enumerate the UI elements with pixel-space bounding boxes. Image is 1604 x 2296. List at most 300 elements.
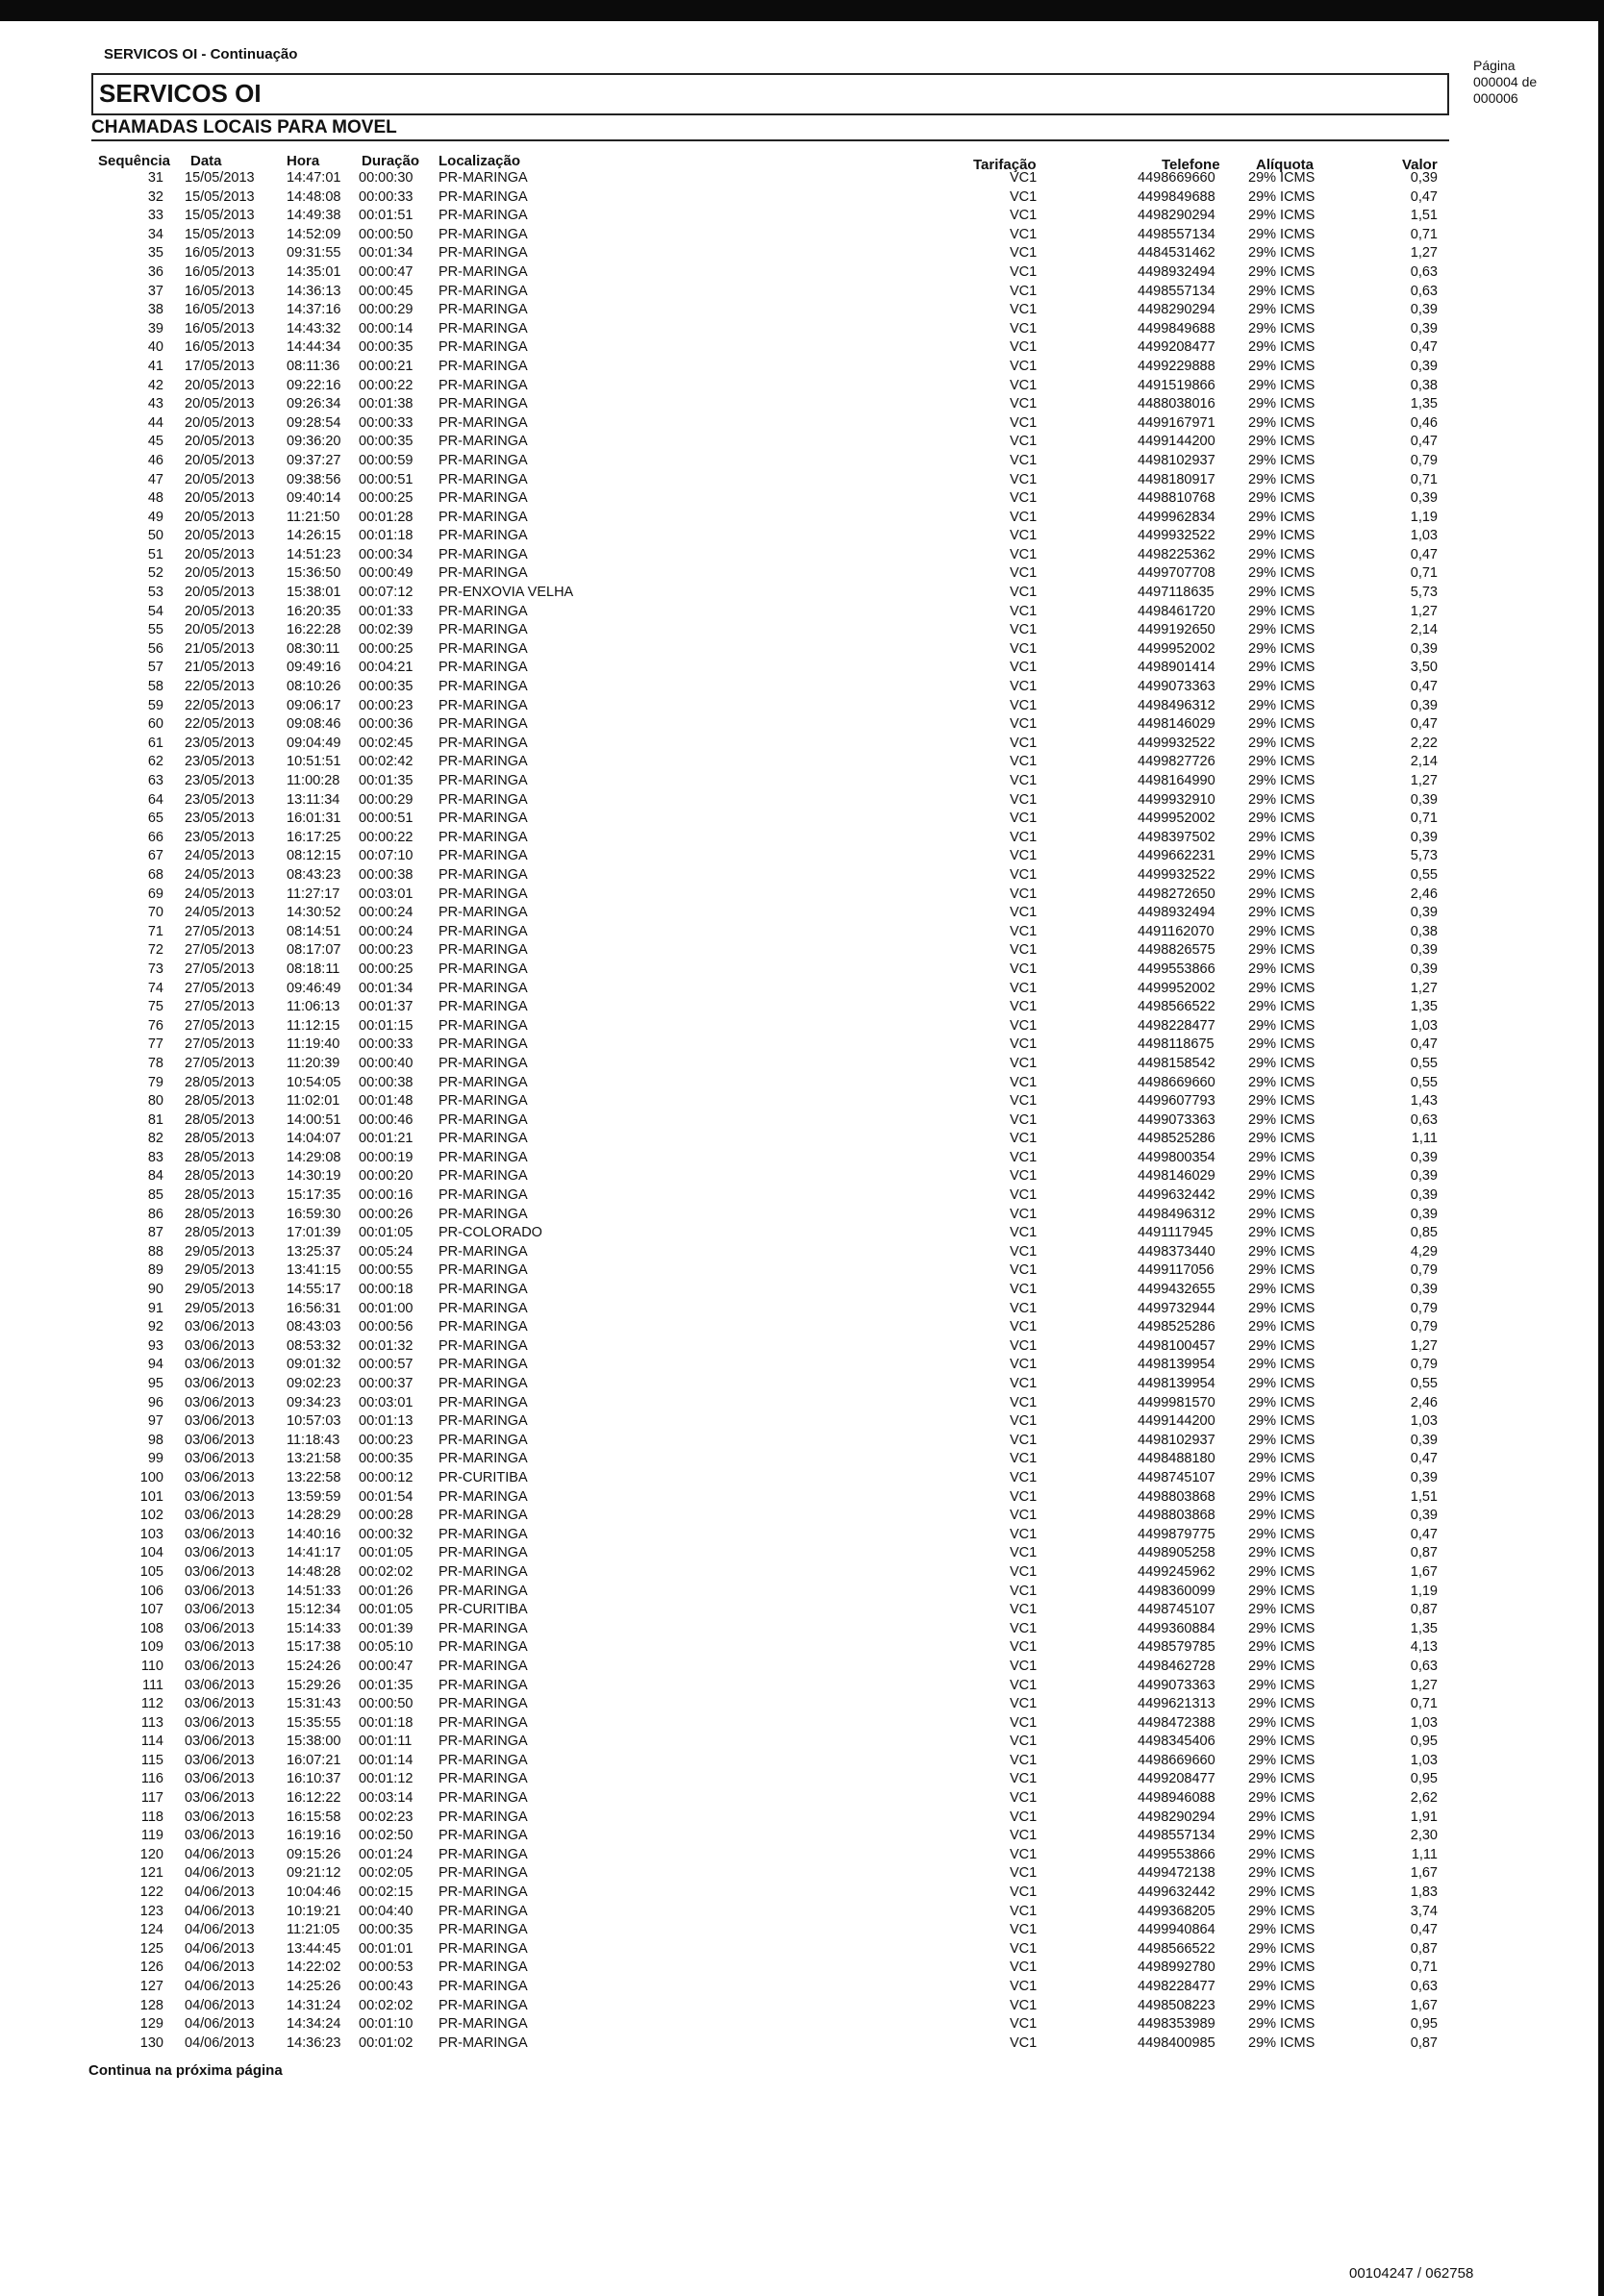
duration-cell: 00:00:53	[359, 1959, 414, 1976]
tariff-cell: VC1	[1010, 1225, 1038, 1241]
time-cell: 09:46:49	[287, 980, 341, 996]
aliquota-cell: 29% ICMS	[1248, 1526, 1316, 1542]
aliquota-cell: 29% ICMS	[1248, 2034, 1316, 2051]
table-row	[0, 1318, 1604, 1337]
tariff-cell: VC1	[1010, 2034, 1038, 2051]
tariff-cell: VC1	[1010, 1790, 1038, 1807]
phone-cell: 4498472388	[1138, 1714, 1216, 1731]
page-title: SERVICOS OI	[99, 79, 262, 108]
value-cell: 0,39	[1410, 302, 1438, 318]
aliquota-cell: 29% ICMS	[1248, 1922, 1316, 1938]
seq-cell: 110	[140, 1658, 163, 1674]
phone-cell: 4498803868	[1138, 1508, 1216, 1524]
time-cell: 14:36:23	[287, 2034, 341, 2051]
tariff-cell: VC1	[1010, 490, 1038, 507]
duration-cell: 00:01:26	[359, 1583, 414, 1599]
value-cell: 0,55	[1410, 1376, 1438, 1391]
aliquota-cell: 29% ICMS	[1248, 302, 1316, 318]
date-cell: 03/06/2013	[185, 1752, 255, 1768]
table-row	[0, 659, 1604, 678]
date-cell: 03/06/2013	[185, 1432, 255, 1448]
aliquota-cell: 29% ICMS	[1248, 791, 1316, 808]
table-row	[0, 433, 1604, 452]
location-cell: PR-MARINGA	[439, 528, 528, 544]
seq-cell: 125	[139, 1940, 163, 1957]
phone-cell: 4498579785	[1138, 1639, 1216, 1656]
tariff-cell: VC1	[1010, 1922, 1038, 1938]
phone-cell: 4499632442	[1138, 1884, 1216, 1901]
duration-cell: 00:00:33	[359, 1036, 414, 1053]
time-cell: 13:44:45	[287, 1940, 341, 1957]
location-cell: PR-MARINGA	[439, 697, 528, 713]
date-cell: 20/05/2013	[185, 396, 255, 412]
time-cell: 16:56:31	[287, 1300, 341, 1316]
table-row	[0, 1583, 1604, 1602]
aliquota-cell: 29% ICMS	[1248, 1225, 1316, 1241]
time-cell: 14:55:17	[287, 1282, 341, 1298]
duration-cell: 00:02:23	[359, 1809, 414, 1825]
value-cell: 0,47	[1410, 434, 1438, 450]
table-row	[0, 1055, 1604, 1074]
time-cell: 14:48:08	[287, 188, 341, 205]
date-cell: 29/05/2013	[185, 1262, 255, 1279]
section-title: CHAMADAS LOCAIS PARA MOVEL	[91, 117, 397, 137]
location-cell: PR-MARINGA	[439, 452, 528, 468]
phone-cell: 4498488180	[1138, 1451, 1216, 1467]
date-cell: 20/05/2013	[185, 585, 255, 601]
seq-cell: 49	[147, 509, 163, 525]
date-cell: 28/05/2013	[185, 1111, 255, 1128]
value-cell: 0,39	[1410, 697, 1438, 713]
value-cell: 0,47	[1410, 716, 1438, 733]
time-cell: 15:24:26	[287, 1658, 341, 1674]
table-row	[0, 414, 1604, 434]
table-row	[0, 509, 1604, 528]
date-cell: 03/06/2013	[185, 1394, 255, 1410]
duration-cell: 00:01:34	[359, 980, 414, 996]
tariff-cell: VC1	[1010, 603, 1038, 619]
value-cell: 1,11	[1411, 1846, 1438, 1862]
seq-cell: 102	[139, 1508, 163, 1524]
aliquota-cell: 29% ICMS	[1248, 1206, 1316, 1222]
location-cell: PR-MARINGA	[439, 1997, 528, 2013]
seq-cell: 115	[140, 1752, 163, 1768]
tariff-cell: VC1	[1010, 434, 1038, 450]
duration-cell: 00:01:32	[359, 1337, 414, 1354]
tariff-cell: VC1	[1010, 1488, 1038, 1505]
phone-cell: 4498139954	[1138, 1357, 1216, 1373]
time-cell: 16:10:37	[287, 1771, 341, 1787]
col-header-data: Data	[190, 153, 222, 169]
date-cell: 03/06/2013	[185, 1771, 255, 1787]
aliquota-cell: 29% ICMS	[1248, 509, 1316, 525]
aliquota-cell: 29% ICMS	[1248, 1677, 1316, 1693]
table-row	[0, 1695, 1604, 1714]
location-cell: PR-MARINGA	[439, 848, 528, 864]
table-row	[0, 847, 1604, 866]
time-cell: 14:43:32	[287, 320, 341, 337]
table-row	[0, 866, 1604, 886]
location-cell: PR-MARINGA	[439, 565, 528, 582]
tariff-cell: VC1	[1010, 509, 1038, 525]
value-cell: 1,35	[1410, 396, 1438, 412]
date-cell: 15/05/2013	[185, 170, 255, 186]
date-cell: 04/06/2013	[185, 1922, 255, 1938]
date-cell: 20/05/2013	[185, 490, 255, 507]
table-row	[0, 1733, 1604, 1752]
duration-cell: 00:07:10	[359, 848, 414, 864]
location-cell: PR-MARINGA	[439, 471, 528, 487]
seq-cell: 112	[140, 1696, 163, 1712]
location-cell: PR-CURITIBA	[439, 1469, 528, 1485]
date-cell: 22/05/2013	[185, 697, 255, 713]
seq-cell: 43	[147, 396, 163, 412]
aliquota-cell: 29% ICMS	[1248, 1451, 1316, 1467]
aliquota-cell: 29% ICMS	[1248, 1413, 1316, 1430]
date-cell: 29/05/2013	[185, 1243, 255, 1260]
seq-cell: 68	[147, 866, 163, 883]
tariff-cell: VC1	[1010, 546, 1038, 562]
seq-cell: 39	[147, 320, 163, 337]
location-cell: PR-MARINGA	[439, 1206, 528, 1222]
value-cell: 0,39	[1410, 1168, 1438, 1185]
table-row	[0, 1677, 1604, 1696]
aliquota-cell: 29% ICMS	[1248, 1696, 1316, 1712]
time-cell: 14:37:16	[287, 302, 341, 318]
date-cell: 23/05/2013	[185, 791, 255, 808]
table-row	[0, 207, 1604, 226]
table-row	[0, 1770, 1604, 1789]
date-cell: 20/05/2013	[185, 622, 255, 638]
time-cell: 13:22:58	[287, 1469, 341, 1485]
tariff-cell: VC1	[1010, 697, 1038, 713]
date-cell: 03/06/2013	[185, 1583, 255, 1599]
value-cell: 0,71	[1410, 811, 1438, 827]
time-cell: 14:28:29	[287, 1508, 341, 1524]
date-cell: 17/05/2013	[185, 358, 255, 374]
table-row	[0, 998, 1604, 1017]
time-cell: 16:20:35	[287, 603, 341, 619]
seq-cell: 121	[139, 1865, 163, 1882]
tariff-cell: VC1	[1010, 339, 1038, 356]
value-cell: 0,79	[1410, 1319, 1438, 1335]
value-cell: 1,27	[1410, 980, 1438, 996]
date-cell: 28/05/2013	[185, 1149, 255, 1165]
location-cell: PR-MARINGA	[439, 1922, 528, 1938]
seq-cell: 46	[147, 452, 163, 468]
value-cell: 0,63	[1410, 263, 1438, 280]
seq-cell: 91	[147, 1300, 163, 1316]
date-cell: 29/05/2013	[185, 1300, 255, 1316]
date-cell: 20/05/2013	[185, 546, 255, 562]
location-cell: PR-MARINGA	[439, 791, 528, 808]
value-cell: 1,35	[1410, 999, 1438, 1015]
date-cell: 03/06/2013	[185, 1809, 255, 1825]
location-cell: PR-MARINGA	[439, 1451, 528, 1467]
date-cell: 04/06/2013	[185, 1865, 255, 1882]
value-cell: 0,39	[1410, 961, 1438, 977]
tariff-cell: VC1	[1010, 1300, 1038, 1316]
aliquota-cell: 29% ICMS	[1248, 1282, 1316, 1298]
seq-cell: 130	[139, 2034, 163, 2051]
tariff-cell: VC1	[1010, 302, 1038, 318]
location-cell: PR-MARINGA	[439, 377, 528, 393]
seq-cell: 55	[147, 622, 163, 638]
value-cell: 1,19	[1410, 1583, 1438, 1599]
time-cell: 09:02:23	[287, 1376, 341, 1391]
time-cell: 09:40:14	[287, 490, 341, 507]
value-cell: 1,27	[1410, 1677, 1438, 1693]
aliquota-cell: 29% ICMS	[1248, 603, 1316, 619]
phone-cell: 4498803868	[1138, 1488, 1216, 1505]
tariff-cell: VC1	[1010, 942, 1038, 959]
tariff-cell: VC1	[1010, 2016, 1038, 2033]
tariff-cell: VC1	[1010, 923, 1038, 939]
value-cell: 0,63	[1410, 1658, 1438, 1674]
date-cell: 20/05/2013	[185, 528, 255, 544]
duration-cell: 00:01:51	[359, 208, 414, 224]
phone-cell: 4499662231	[1138, 848, 1216, 864]
time-cell: 16:07:21	[287, 1752, 341, 1768]
table-row	[0, 678, 1604, 697]
seq-cell: 113	[140, 1714, 163, 1731]
value-cell: 0,47	[1410, 1526, 1438, 1542]
phone-cell: 4498508223	[1138, 1997, 1216, 2013]
table-row	[0, 980, 1604, 999]
seq-cell: 42	[147, 377, 163, 393]
aliquota-cell: 29% ICMS	[1248, 1337, 1316, 1354]
tariff-cell: VC1	[1010, 1432, 1038, 1448]
time-cell: 10:51:51	[287, 754, 341, 770]
date-cell: 03/06/2013	[185, 1526, 255, 1542]
time-cell: 09:06:17	[287, 697, 341, 713]
aliquota-cell: 29% ICMS	[1248, 1903, 1316, 1919]
duration-cell: 00:01:12	[359, 1771, 414, 1787]
seq-cell: 114	[140, 1734, 163, 1750]
seq-cell: 32	[147, 188, 163, 205]
seq-cell: 78	[147, 1055, 163, 1071]
tariff-cell: VC1	[1010, 528, 1038, 544]
phone-cell: 4499849688	[1138, 320, 1216, 337]
value-cell: 1,03	[1410, 1714, 1438, 1731]
seq-cell: 98	[147, 1432, 163, 1448]
aliquota-cell: 29% ICMS	[1248, 679, 1316, 695]
location-cell: PR-MARINGA	[439, 1337, 528, 1354]
phone-cell: 4498557134	[1138, 283, 1216, 299]
date-cell: 20/05/2013	[185, 603, 255, 619]
date-cell: 23/05/2013	[185, 829, 255, 845]
time-cell: 14:44:34	[287, 339, 341, 356]
aliquota-cell: 29% ICMS	[1248, 1790, 1316, 1807]
time-cell: 09:08:46	[287, 716, 341, 733]
table-row	[0, 283, 1604, 302]
time-cell: 14:35:01	[287, 263, 341, 280]
location-cell: PR-MARINGA	[439, 961, 528, 977]
col-header-telefone: Telefone	[1162, 157, 1220, 173]
value-cell: 1,51	[1410, 1488, 1438, 1505]
location-cell: PR-MARINGA	[439, 1262, 528, 1279]
table-row	[0, 2015, 1604, 2034]
phone-cell: 4499073363	[1138, 1111, 1216, 1128]
table-row	[0, 358, 1604, 377]
value-cell: 2,14	[1410, 622, 1438, 638]
location-cell: PR-MARINGA	[439, 1884, 528, 1901]
tariff-cell: VC1	[1010, 1469, 1038, 1485]
time-cell: 08:53:32	[287, 1337, 341, 1354]
time-cell: 08:43:03	[287, 1319, 341, 1335]
phone-cell: 4498360099	[1138, 1583, 1216, 1599]
location-cell: PR-MARINGA	[439, 942, 528, 959]
time-cell: 11:27:17	[287, 886, 340, 902]
location-cell: PR-MARINGA	[439, 283, 528, 299]
date-cell: 03/06/2013	[185, 1451, 255, 1467]
tariff-cell: VC1	[1010, 170, 1038, 186]
phone-cell: 4499932522	[1138, 735, 1216, 751]
date-cell: 21/05/2013	[185, 660, 255, 676]
duration-cell: 00:00:25	[359, 640, 414, 657]
aliquota-cell: 29% ICMS	[1248, 471, 1316, 487]
date-cell: 27/05/2013	[185, 1036, 255, 1053]
location-cell: PR-MARINGA	[439, 1017, 528, 1034]
phone-cell: 4498290294	[1138, 1809, 1216, 1825]
seq-cell: 88	[147, 1243, 163, 1260]
phone-cell: 4498525286	[1138, 1131, 1216, 1147]
phone-cell: 4498462728	[1138, 1658, 1216, 1674]
location-cell: PR-MARINGA	[439, 1959, 528, 1976]
time-cell: 11:12:15	[287, 1017, 340, 1034]
date-cell: 03/06/2013	[185, 1488, 255, 1505]
seq-cell: 52	[147, 565, 163, 582]
location-cell: PR-MARINGA	[439, 999, 528, 1015]
value-cell: 0,47	[1410, 546, 1438, 562]
phone-cell: 4499553866	[1138, 961, 1216, 977]
value-cell: 0,87	[1410, 1602, 1438, 1618]
date-cell: 24/05/2013	[185, 886, 255, 902]
table-row	[0, 395, 1604, 414]
phone-cell: 4498525286	[1138, 1319, 1216, 1335]
location-cell: PR-MARINGA	[439, 1620, 528, 1636]
tariff-cell: VC1	[1010, 1243, 1038, 1260]
location-cell: PR-MARINGA	[439, 1055, 528, 1071]
seq-cell: 118	[140, 1809, 163, 1825]
table-row	[0, 1432, 1604, 1451]
duration-cell: 00:00:35	[359, 434, 414, 450]
value-cell: 0,63	[1410, 1111, 1438, 1128]
tariff-cell: VC1	[1010, 1451, 1038, 1467]
date-cell: 28/05/2013	[185, 1131, 255, 1147]
duration-cell: 00:00:38	[359, 1074, 414, 1090]
date-cell: 03/06/2013	[185, 1828, 255, 1844]
table-row	[0, 301, 1604, 320]
location-cell: PR-MARINGA	[439, 923, 528, 939]
value-cell: 1,27	[1410, 773, 1438, 788]
time-cell: 16:17:25	[287, 829, 341, 845]
time-cell: 14:49:38	[287, 208, 341, 224]
seq-cell: 44	[147, 414, 163, 431]
seq-cell: 35	[147, 245, 163, 262]
aliquota-cell: 29% ICMS	[1248, 1865, 1316, 1882]
location-cell: PR-MARINGA	[439, 1319, 528, 1335]
tariff-cell: VC1	[1010, 905, 1038, 921]
time-cell: 09:26:34	[287, 396, 341, 412]
page-total: 000006	[1473, 90, 1518, 106]
duration-cell: 00:01:34	[359, 245, 414, 262]
phone-cell: 4499932522	[1138, 528, 1216, 544]
seq-cell: 77	[147, 1036, 163, 1053]
date-cell: 04/06/2013	[185, 1903, 255, 1919]
seq-cell: 84	[147, 1168, 163, 1185]
location-cell: PR-MARINGA	[439, 1036, 528, 1053]
seq-cell: 107	[139, 1602, 163, 1618]
tariff-cell: VC1	[1010, 1771, 1038, 1787]
value-cell: 0,39	[1410, 1149, 1438, 1165]
location-cell: PR-MARINGA	[439, 1413, 528, 1430]
table-row	[0, 1375, 1604, 1394]
seq-cell: 81	[147, 1111, 163, 1128]
aliquota-cell: 29% ICMS	[1248, 1809, 1316, 1825]
value-cell: 0,95	[1410, 2016, 1438, 2033]
phone-cell: 4498146029	[1138, 1168, 1216, 1185]
seq-cell: 56	[147, 640, 163, 657]
value-cell: 1,03	[1410, 1752, 1438, 1768]
value-cell: 2,30	[1410, 1828, 1438, 1844]
location-cell: PR-MARINGA	[439, 1734, 528, 1750]
time-cell: 15:38:00	[287, 1734, 341, 1750]
aliquota-cell: 29% ICMS	[1248, 546, 1316, 562]
table-row	[0, 904, 1604, 923]
phone-cell: 4498496312	[1138, 1206, 1216, 1222]
location-cell: PR-MARINGA	[439, 1526, 528, 1542]
date-cell: 04/06/2013	[185, 1940, 255, 1957]
table-row	[0, 1846, 1604, 1865]
date-cell: 03/06/2013	[185, 1658, 255, 1674]
aliquota-cell: 29% ICMS	[1248, 735, 1316, 751]
time-cell: 11:06:13	[287, 999, 340, 1015]
aliquota-cell: 29% ICMS	[1248, 866, 1316, 883]
time-cell: 11:19:40	[287, 1036, 340, 1053]
location-cell: PR-MARINGA	[439, 1168, 528, 1185]
value-cell: 2,62	[1410, 1790, 1438, 1807]
phone-cell: 4499932910	[1138, 791, 1216, 808]
table-row	[0, 263, 1604, 283]
time-cell: 08:11:36	[287, 358, 340, 374]
seq-cell: 90	[147, 1282, 163, 1298]
aliquota-cell: 29% ICMS	[1248, 1432, 1316, 1448]
time-cell: 14:36:13	[287, 283, 341, 299]
time-cell: 13:59:59	[287, 1488, 341, 1505]
phone-cell: 4498272650	[1138, 886, 1216, 902]
phone-cell: 4499167971	[1138, 414, 1216, 431]
value-cell: 0,39	[1410, 1187, 1438, 1204]
location-cell: PR-MARINGA	[439, 1563, 528, 1580]
location-cell: PR-MARINGA	[439, 1809, 528, 1825]
time-cell: 14:48:28	[287, 1563, 341, 1580]
table-row	[0, 1978, 1604, 1997]
duration-cell: 00:00:47	[359, 1658, 414, 1674]
duration-cell: 00:00:47	[359, 263, 414, 280]
aliquota-cell: 29% ICMS	[1248, 1508, 1316, 1524]
date-cell: 27/05/2013	[185, 1055, 255, 1071]
tariff-cell: VC1	[1010, 585, 1038, 601]
aliquota-cell: 29% ICMS	[1248, 1752, 1316, 1768]
date-cell: 16/05/2013	[185, 283, 255, 299]
phone-cell: 4498146029	[1138, 716, 1216, 733]
time-cell: 16:22:28	[287, 622, 341, 638]
tariff-cell: VC1	[1010, 1508, 1038, 1524]
tariff-cell: VC1	[1010, 1337, 1038, 1354]
seq-cell: 123	[139, 1903, 163, 1919]
date-cell: 22/05/2013	[185, 679, 255, 695]
